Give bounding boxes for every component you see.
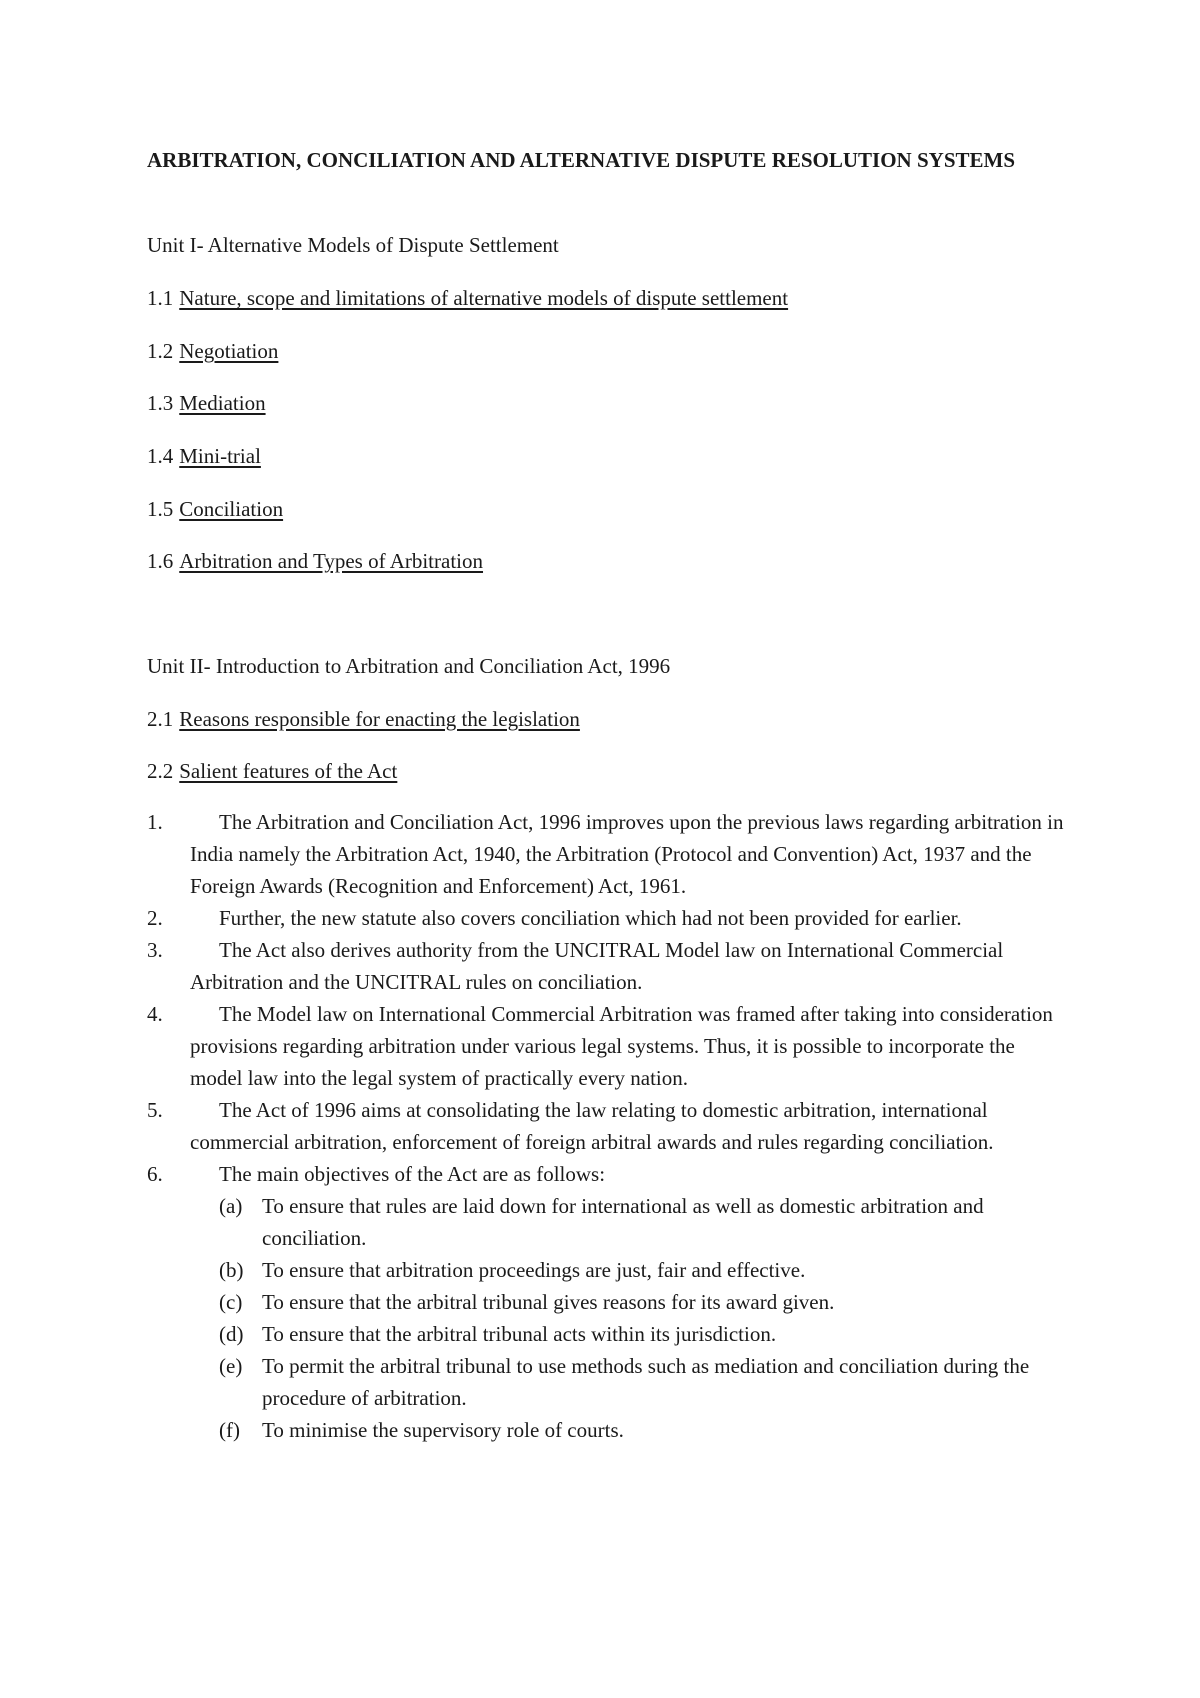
list-number: 5. (147, 1098, 163, 1122)
salient-features-list (147, 806, 1067, 1446)
list-item (147, 806, 1067, 902)
sub-list-text: To ensure that arbitration proceedings are just, fair and effective. (262, 1258, 806, 1282)
sub-list-text: To ensure that rules are laid down for international as well as domestic arbitration and conciliation. (262, 1194, 984, 1250)
list-number: 3. (147, 938, 163, 962)
sub-list-text: To minimise the supervisory role of courts. (262, 1418, 624, 1442)
sub-list-item (190, 1254, 1067, 1286)
list-item (147, 902, 1067, 934)
sub-list-item (190, 1350, 1067, 1414)
list-text: Further, the new statute also covers conciliation which had not been provided for earlier. (219, 906, 962, 930)
unit1-item (147, 440, 261, 472)
sub-list-text: To ensure that the arbitral tribunal gives reasons for its award given. (262, 1290, 835, 1314)
sub-list-label: (d) (219, 1322, 244, 1346)
topic-link: Mediation (179, 391, 266, 415)
sub-list-label: (f) (219, 1418, 240, 1442)
unit2-item (147, 755, 397, 787)
topic-link: Mini-trial (179, 444, 261, 468)
item-number: 1.1 (147, 286, 174, 310)
topic-link: Arbitration and Types of Arbitration (179, 549, 484, 573)
list-text: The Act of 1996 aims at consolidating the law relating to domestic arbitration, international commercial arbitration, enforcement of foreign arbitral awards and rules regarding conciliation. (190, 1098, 994, 1154)
sub-list-item (190, 1286, 1067, 1318)
list-number: 4. (147, 1002, 163, 1026)
sub-list-item (190, 1190, 1067, 1254)
sub-list-label: (e) (219, 1354, 243, 1378)
sub-list-label: (a) (219, 1194, 243, 1218)
sub-list-label: (b) (219, 1258, 244, 1282)
list-number: 1. (147, 810, 163, 834)
list-text: The Act also derives authority from the UNCITRAL Model law on International Commercial Arbitration and the UNCITRAL rules on conciliation. (190, 938, 1004, 994)
list-item (147, 998, 1067, 1094)
unit1-item (147, 545, 483, 577)
topic-link: Negotiation (179, 339, 279, 363)
list-item (147, 934, 1067, 998)
unit1-item (147, 282, 788, 314)
list-number: 2. (147, 906, 163, 930)
objectives-list (190, 1190, 1067, 1446)
list-item (147, 1094, 1067, 1158)
sub-list-label: (c) (219, 1290, 243, 1314)
unit1-heading: Unit I- Alternative Models of Dispute Settlement (147, 233, 559, 257)
unit2-heading: Unit II- Introduction to Arbitration and Conciliation Act, 1996 (147, 654, 671, 678)
item-number: 1.6 (147, 549, 174, 573)
item-number: 2.2 (147, 759, 174, 783)
sub-list-text: To permit the arbitral tribunal to use methods such as mediation and conciliation during the procedure of arbitration. (262, 1354, 1030, 1410)
unit1-item (147, 335, 278, 367)
topic-link: Reasons responsible for enacting the legislation (179, 707, 580, 731)
list-text: The Arbitration and Conciliation Act, 1996 improves upon the previous laws regarding arbitration in India namely the Arbitration Act, 1940, the Arbitration (Protocol and Convention) Act, 1937 and the Foreign Awards (Recognition and Enforcement) Act, 1961. (190, 810, 1064, 898)
sub-list-text: To ensure that the arbitral tribunal acts within its jurisdiction. (262, 1322, 777, 1346)
topic-link: Conciliation (179, 497, 284, 521)
unit2-item (147, 703, 580, 735)
sub-list-item (190, 1414, 1067, 1446)
topic-link: Salient features of the Act (179, 759, 398, 783)
item-number: 1.2 (147, 339, 174, 363)
item-number: 1.3 (147, 391, 174, 415)
unit1-item (147, 387, 266, 419)
list-number: 6. (147, 1162, 163, 1186)
list-item (147, 1158, 1067, 1446)
document-title: ARBITRATION, CONCILIATION AND ALTERNATIVE DISPUTE RESOLUTION SYSTEMS (147, 148, 1016, 172)
list-text: The main objectives of the Act are as follows: (219, 1162, 606, 1186)
item-number: 1.4 (147, 444, 174, 468)
item-number: 1.5 (147, 497, 174, 521)
list-text: The Model law on International Commercial Arbitration was framed after taking into consideration provisions regarding arbitration under various legal systems. Thus, it is possible to incorporate the model law into the legal system of practically every nation. (190, 1002, 1053, 1090)
unit1-item (147, 493, 283, 525)
item-number: 2.1 (147, 707, 174, 731)
topic-link: Nature, scope and limitations of alternative models of dispute settlement (179, 286, 789, 310)
sub-list-item (190, 1318, 1067, 1350)
